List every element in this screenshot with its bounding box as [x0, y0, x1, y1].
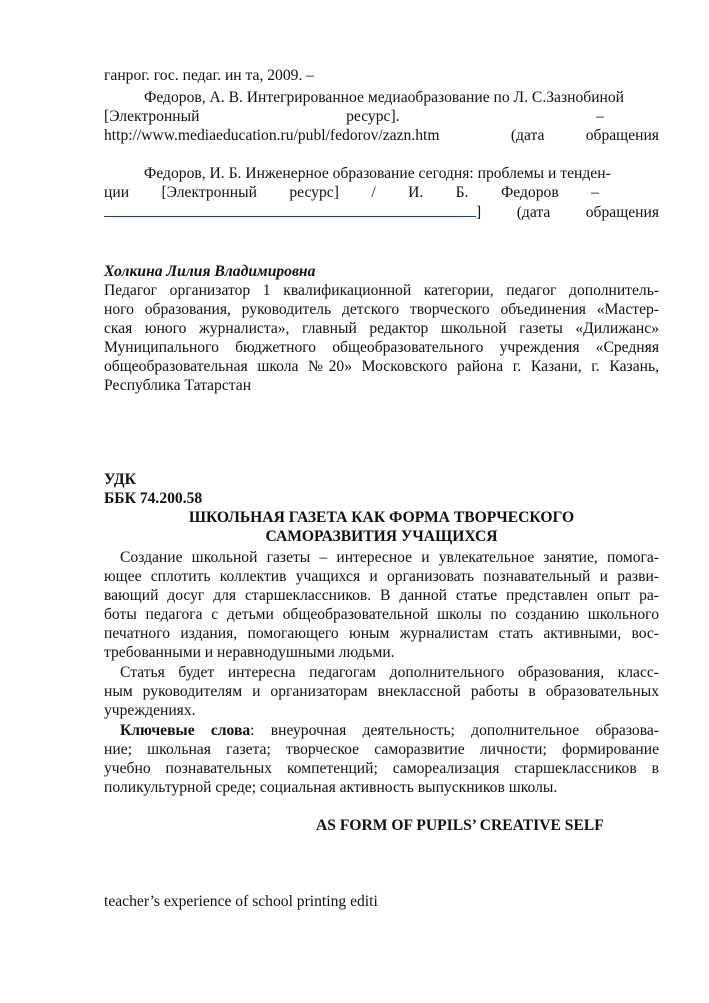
article-title-line2: САМОРАЗВИТИЯ УЧАЩИХСЯ [265, 528, 498, 545]
reference-text: Б. [455, 184, 469, 201]
reference-fedorov-ib-line3 [104, 202, 659, 222]
reference-text: И. [408, 184, 424, 201]
reference-link-underline[interactable] [104, 202, 481, 222]
reference-text: ] [476, 204, 482, 221]
author-name: Холкина Лилия Владимировна [104, 263, 316, 280]
reference-text: ции [104, 184, 130, 201]
english-abstract-fragment: teacher’s experience of school printing editi [104, 893, 378, 910]
reference-url[interactable]: http://www.mediaeducation.ru/publ/fedorov/zazn.htm [104, 127, 440, 144]
reference-fedorov-av-line1: Федоров, А. В. Интегрированное медиаобразование по Л. С.Зазнобиной [144, 89, 625, 106]
reference-text: – [591, 184, 599, 201]
keywords-line1 [104, 721, 659, 740]
author-bio-line: Педагог организатор 1 квалификационной категории, педагог дополнитель- [104, 282, 659, 299]
audience-line: ным руководителям и организаторам внеклассной работы в образовательных [104, 683, 659, 700]
reference-text: Федоров [500, 184, 559, 201]
author-bio-line: Муниципального бюджетного общеобразовательного учреждения «Средняя [104, 339, 659, 356]
bbk-code: ББК 74.200.58 [104, 490, 203, 507]
reference-text: / [371, 184, 376, 201]
abstract-line: требованными и неравнодушными людьми. [104, 644, 395, 661]
abstract-line: печатного издания, помогающего юным журналистам стать активными, вос- [104, 625, 659, 642]
keywords-line: учебно познавательных компетенций; самореализация старшеклассников в [104, 760, 659, 777]
audience-line: Статья будет интересна педагогам дополнительного образования, класс- [120, 664, 659, 681]
reference-text: ресурс]. [346, 108, 400, 125]
reference-fedorov-ib-line2 [104, 183, 659, 202]
reference-fedorov-av-line2 [104, 107, 659, 126]
reference-continuation: ганрог. гос. педаг. ин та, 2009. – [104, 67, 315, 84]
article-title-line1: ШКОЛЬНАЯ ГАЗЕТА КАК ФОРМА ТВОРЧЕСКОГО [188, 509, 575, 526]
abstract-line: Создание школьной газеты – интересное и увлекательное занятие, помога- [120, 549, 659, 566]
keywords-line: ние; школьная газета; творческое саморазвитие личности; формирование [104, 741, 659, 758]
author-bio-line: Республика Татарстан [104, 377, 252, 394]
audience-line: учреждениях. [104, 702, 196, 719]
abstract-line: вающий досуг для старшеклассников. В данной статье представлен опыт ра- [104, 587, 659, 604]
abstract-line: ющее сплотить коллектив учащихся и организовать познавательный и разви- [104, 568, 659, 585]
reference-text: ресурс] [289, 184, 339, 201]
author-bio-line: общеобразовательная школа №20» Московского района г. Казани, г. Казань, [104, 358, 659, 375]
reference-text: – [596, 108, 604, 125]
reference-text: (дата [516, 204, 551, 221]
author-bio-line: ного образования, руководитель детского творческого объединения «Мастер- [104, 301, 659, 318]
abstract-line: боты педагога с детьми общеобразовательной школы по созданию школьного [104, 606, 659, 623]
reference-text: обращения [585, 204, 659, 221]
author-bio-line: ская юного журналиста», главный редактор школьной газеты «Дилижанс» [104, 320, 659, 337]
reference-text: [Электронный [104, 108, 200, 125]
reference-fedorov-av-line3 [104, 126, 659, 145]
reference-text: [Электронный [161, 184, 257, 201]
reference-text: (дата [510, 127, 545, 144]
reference-url-blank[interactable] [104, 202, 476, 217]
udk-label: УДК [104, 471, 136, 488]
english-title-fragment: AS FORM OF PUPILS’ CREATIVE SELF [316, 817, 604, 834]
reference-fedorov-ib-line1: Федоров, И. Б. Инженерное образование сегодня: проблемы и тенден- [144, 165, 611, 182]
keywords-label: Ключевые слова [120, 722, 251, 739]
reference-text: обращения [585, 127, 659, 144]
keywords-line: поликультурной среде; социальная активность выпускников школы. [104, 779, 558, 796]
keywords-text: : внеурочная деятельность; дополнительное образова- [250, 722, 659, 739]
